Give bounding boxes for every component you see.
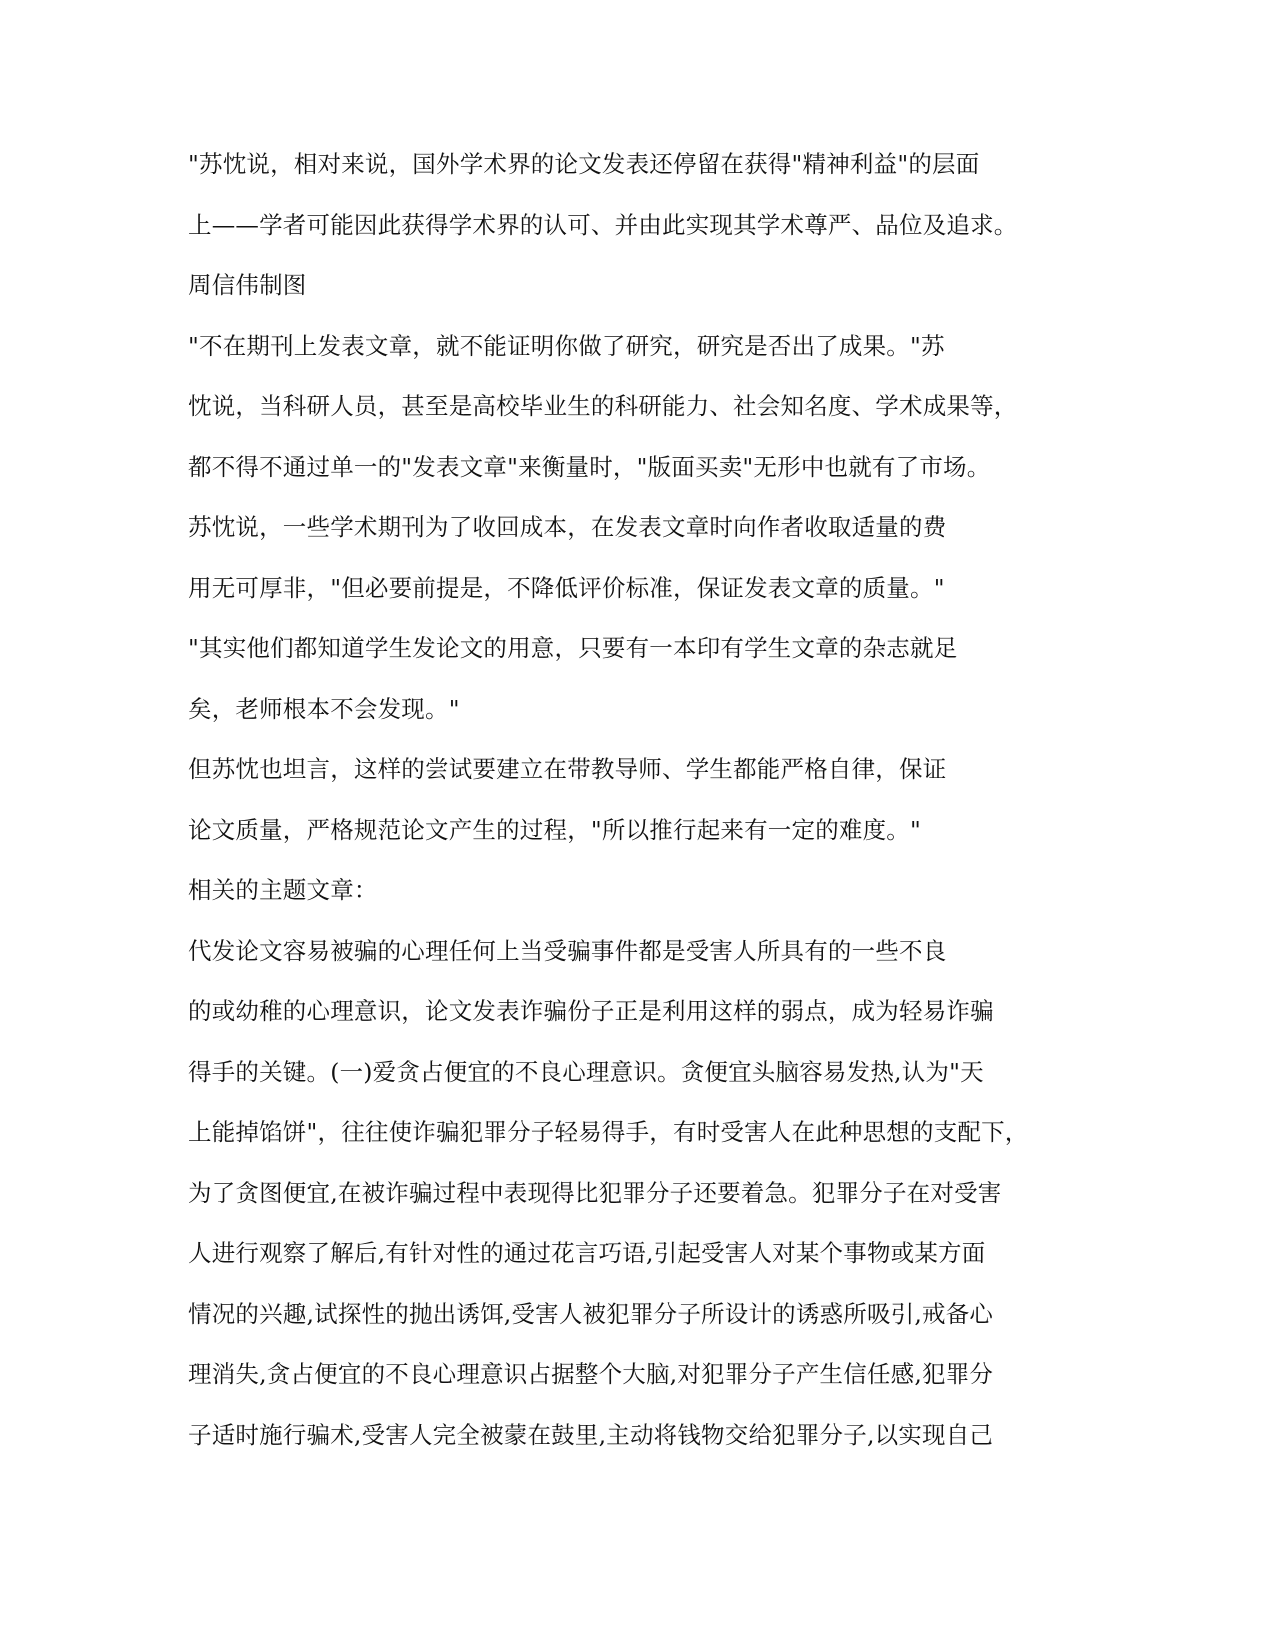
text-line: "苏忱说，相对来说，国外学术界的论文发表还停留在获得"精神利益"的层面 — [188, 150, 980, 178]
text-line: 子适时施行骗术,受害人完全被蒙在鼓里,主动将钱物交给犯罪分子,以实现自己 — [188, 1420, 994, 1449]
text-line: 相关的主题文章： — [188, 876, 378, 904]
text-line: 苏忱说，一些学术期刊为了收回成本，在发表文章时向作者收取适量的费 — [188, 513, 947, 541]
text-line: 情况的兴趣,试探性的抛出诱饵,受害人被犯罪分子所设计的诱惑所吸引,戒备心 — [188, 1299, 994, 1328]
text-line: 周信伟制图 — [188, 271, 307, 299]
text-line: 用无可厚非，"但必要前提是，不降低评价标准，保证发表文章的质量。" — [188, 573, 945, 602]
text-line: 都不得不通过单一的"发表文章"来衡量时，"版面买卖"无形中也就有了市场。 — [188, 452, 991, 481]
body-text — [188, 142, 1088, 1473]
text-line: 代发论文容易被骗的心理任何上当受骗事件都是受害人所具有的一些不良 — [188, 936, 947, 965]
text-line: 上——学者可能因此获得学术界的认可、并由此实现其学术尊严、品位及追求。 — [188, 210, 1018, 239]
text-line: "不在期刊上发表文章，就不能证明你做了研究，研究是否出了成果。"苏 — [188, 331, 945, 360]
text-line: 上能掉馅饼"，往往使诈骗犯罪分子轻易得手，有时受害人在此种思想的支配下， — [188, 1118, 1029, 1146]
text-line: 的或幼稚的心理意识，论文发表诈骗份子正是利用这样的弱点，成为轻易诈骗 — [188, 997, 994, 1025]
text-line: 矣，老师根本不会发现。" — [188, 694, 460, 723]
text-line: 人进行观察了解后,有针对性的通过花言巧语,引起受害人对某个事物或某方面 — [188, 1239, 986, 1267]
text-line: 为了贪图便宜,在被诈骗过程中表现得比犯罪分子还要着急。犯罪分子在对受害 — [188, 1178, 1002, 1207]
text-line: 但苏忱也坦言，这样的尝试要建立在带教导师、学生都能严格自律，保证 — [188, 755, 947, 783]
text-line: 理消失,贪占便宜的不良心理意识占据整个大脑,对犯罪分子产生信任感,犯罪分 — [188, 1360, 994, 1388]
text-line: 论文质量，严格规范论文产生的过程，"所以推行起来有一定的难度。" — [188, 815, 922, 844]
text-line: 忱说，当科研人员，甚至是高校毕业生的科研能力、社会知名度、学术成果等， — [188, 392, 1018, 420]
text-line: "其实他们都知道学生发论文的用意，只要有一本印有学生文章的杂志就足 — [188, 634, 958, 662]
text-line: 得手的关键。(一)爱贪占便宜的不良心理意识。贪便宜头脑容易发热,认为"天 — [188, 1057, 984, 1086]
